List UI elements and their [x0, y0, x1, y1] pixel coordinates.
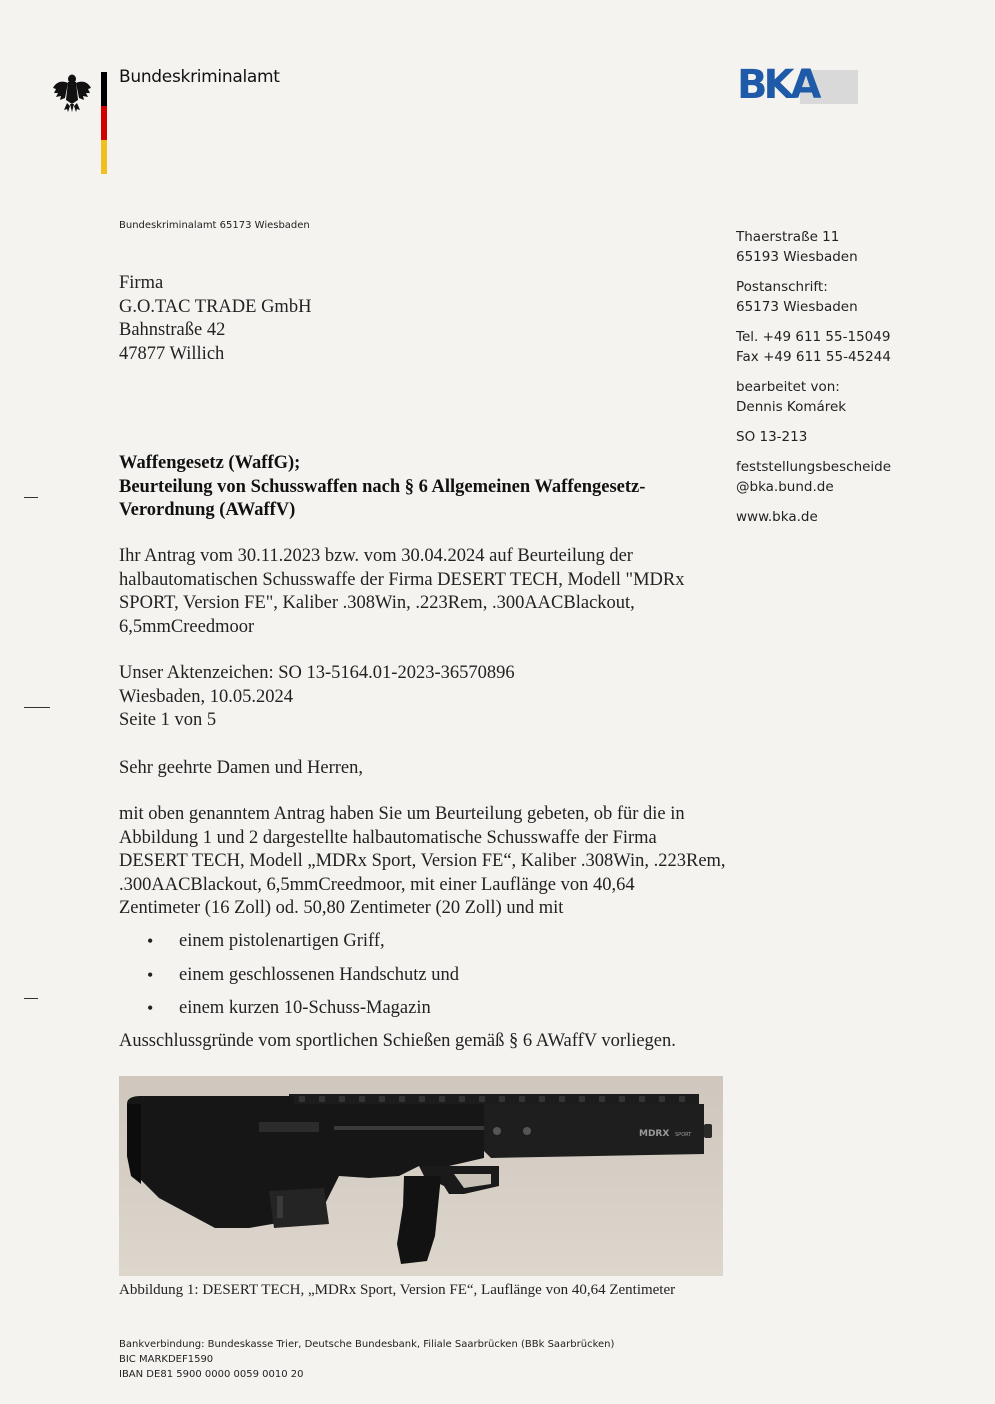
rifle-marking: MDRX — [639, 1129, 670, 1139]
postal-label: Postanschrift: — [736, 279, 828, 295]
subject-line: Beurteilung von Schusswaffen nach § 6 Allgemeinen Waffengesetz- — [119, 476, 646, 497]
text-line: .300AACBlackout, 6,5mmCreedmoor, mit einer Lauflänge von 40,64 — [119, 874, 635, 895]
bic: BIC MARKDEF1590 — [119, 1354, 214, 1365]
text-line: Abbildung 1 und 2 dargestellte halbautomatische Schusswaffe der Firma — [119, 827, 657, 848]
text-line: DESERT TECH, Modell „MDRx Sport, Version FE“, Kaliber .308Win, .223Rem, — [119, 851, 726, 871]
postal-address — [736, 277, 966, 317]
contact-sidebar — [736, 227, 966, 537]
unit: SO 13-213 — [736, 429, 808, 445]
flag-red — [101, 106, 107, 140]
bank-footer — [119, 1337, 614, 1382]
subject-line: Waffengesetz (WaffG); — [119, 453, 301, 473]
bank-details: Bankverbindung: Bundeskasse Trier, Deutsche Bundesbank, Filiale Saarbrücken (BBk Saarbrücken) — [119, 1339, 615, 1350]
text-line: Zentimeter (16 Zoll) od. 50,80 Zentimeter (20 Zoll) und mit — [119, 898, 564, 918]
list-item: • einem geschlossenen Handschutz und — [119, 964, 719, 998]
recipient-line: G.O.TAC TRADE GmbH — [119, 296, 312, 317]
figure-caption: Abbildung 1: DESERT TECH, „MDRx Sport, Version FE“, Lauflänge von 40,64 Zentimeter — [119, 1282, 676, 1298]
address-line: 65193 Wiesbaden — [736, 249, 858, 265]
reference-block — [119, 662, 729, 733]
flag-bar — [101, 72, 107, 174]
iban: IBAN DE81 5900 0000 0059 0010 20 — [119, 1369, 304, 1380]
main-paragraph — [119, 803, 729, 921]
bka-logo: BKA — [737, 62, 818, 108]
file-number: Unser Aktenzeichen: SO 13-5164.01-2023-36570896 — [119, 663, 515, 683]
website: www.bka.de — [736, 509, 818, 525]
place-date: Wiesbaden, 10.05.2024 — [119, 686, 293, 707]
closing-sentence: Ausschlussgründe vom sportlichen Schießen gemäß § 6 AWaffV vorliegen. — [119, 1031, 676, 1051]
flag-gold — [101, 140, 107, 174]
address-line: Thaerstraße 11 — [736, 229, 840, 245]
fold-mark — [24, 998, 38, 999]
subject-line: Verordnung (AWaffV) — [119, 500, 296, 520]
rifle-illustration — [119, 1076, 723, 1276]
handled-by-name: Dennis Komárek — [736, 399, 847, 415]
unit-code — [736, 427, 966, 447]
list-item: • einem pistolenartigen Griff, — [119, 930, 719, 964]
salutation: Sehr geehrte Damen und Herren, — [119, 758, 363, 778]
office-address — [736, 227, 966, 267]
phone-block — [736, 327, 966, 367]
page-number: Seite 1 von 5 — [119, 710, 217, 730]
flag-black — [101, 72, 107, 106]
request-paragraph — [119, 545, 729, 639]
fold-mark — [24, 497, 38, 498]
list-item: • einem kurzen 10-Schuss-Magazin — [119, 997, 719, 1031]
email-block — [736, 457, 966, 497]
rifle-photo — [119, 1076, 723, 1276]
text-line: mit oben genanntem Antrag haben Sie um Beurteilung gebeten, ob für die in — [119, 804, 685, 824]
web-block — [736, 507, 966, 527]
fold-mark — [24, 707, 50, 708]
fax-number: Fax +49 611 55-45244 — [736, 349, 891, 365]
handled-by-label: bearbeitet von: — [736, 379, 840, 395]
subject — [119, 452, 719, 523]
handled-by — [736, 377, 966, 417]
sender-line: Bundeskriminalamt 65173 Wiesbaden — [119, 220, 310, 231]
feature-list — [119, 930, 719, 1031]
federal-eagle-icon — [52, 70, 92, 114]
recipient-line: 47877 Willich — [119, 343, 225, 364]
rifle-marking-small: SPORT — [675, 1132, 692, 1138]
recipient-address — [119, 272, 311, 366]
email-part: feststellungsbescheide — [736, 459, 892, 475]
text-line: Ihr Antrag vom 30.11.2023 bzw. vom 30.04.2024 auf Beurteilung der — [119, 546, 633, 566]
recipient-line: Firma — [119, 273, 164, 293]
email-part: @bka.bund.de — [736, 479, 834, 495]
text-line: SPORT, Version FE", Kaliber .308Win, .223Rem, .300AACBlackout, — [119, 593, 635, 613]
text-line: halbautomatischen Schusswaffe der Firma DESERT TECH, Modell "MDRx — [119, 569, 685, 590]
postal-city: 65173 Wiesbaden — [736, 299, 858, 315]
recipient-line: Bahnstraße 42 — [119, 320, 226, 340]
text-line: 6,5mmCreedmoor — [119, 616, 255, 637]
org-name: Bundeskriminalamt — [119, 67, 280, 87]
phone-number: Tel. +49 611 55-15049 — [736, 329, 891, 345]
